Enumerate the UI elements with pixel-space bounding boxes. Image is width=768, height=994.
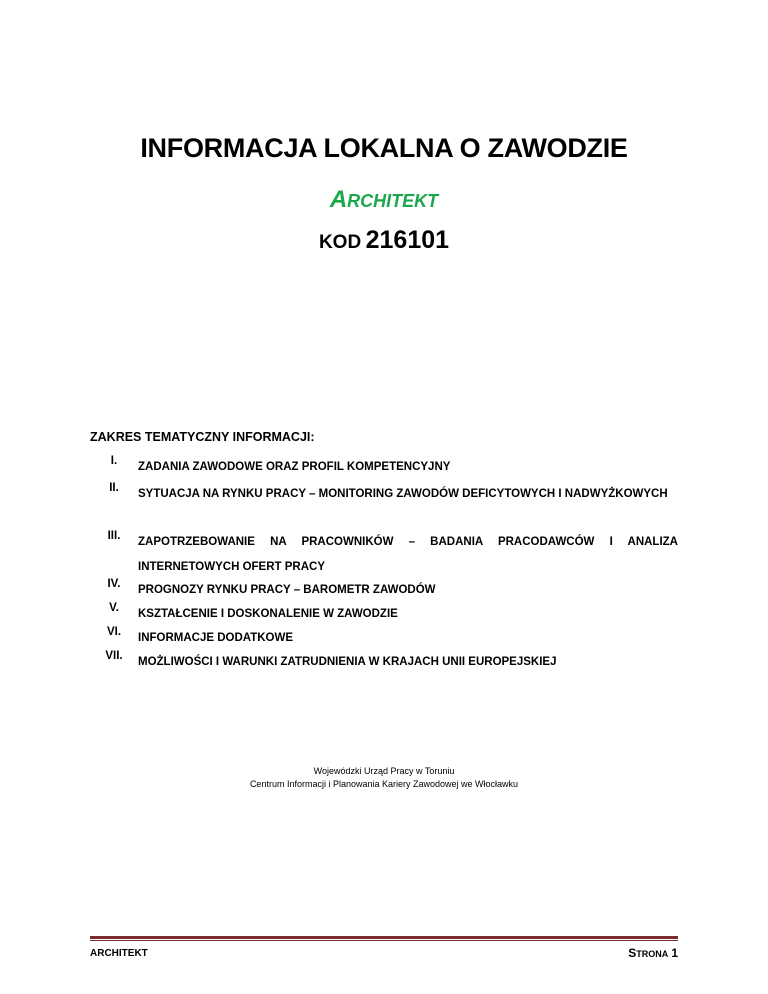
footer-occupation: ARCHITEKT (90, 948, 148, 959)
occupation-rest: RCHITEKT (347, 191, 439, 211)
toc-item-text: ZADANIA ZAWODOWE ORAZ PROFIL KOMPETENCYJNY (138, 461, 451, 473)
page-label-rest: TRONA (636, 949, 669, 959)
toc-item-number: VII. (105, 650, 123, 662)
code-label: KOD (318, 232, 362, 253)
publisher-block (0, 765, 768, 791)
page-number: 1 (671, 946, 678, 960)
toc-item-number: V. (109, 602, 119, 614)
publisher-line-2: Centrum Informacji i Planowania Kariery Zawodowej we Włocławku (249, 779, 519, 789)
toc-item-text: PROGNOZY RYNKU PRACY – BAROMETR ZAWODÓW (138, 584, 436, 596)
toc-item-text: ZAPOTRZEBOWANIE NA PRACOWNIKÓW – BADANIA PRACODAWCÓW I ANALIZA INTERNETOWYCH OFERT PRACY (138, 536, 678, 573)
toc-item-number: IV. (107, 578, 121, 590)
page-number-label (628, 946, 678, 960)
occupation-name (0, 186, 768, 214)
document-title: INFORMACJA LOKALNA O ZAWODZIE (140, 133, 628, 163)
toc-item-text: INFORMACJE DODATKOWE (138, 632, 294, 644)
toc-item-number: II. (109, 482, 119, 494)
toc-item-text: KSZTAŁCENIE I DOSKONALENIE W ZAWODZIE (138, 608, 398, 620)
footer-rule-thin (90, 940, 678, 941)
page-label-initial: S (628, 946, 637, 960)
occupation-code (0, 226, 768, 255)
toc-heading: ZAKRES TEMATYCZNY INFORMACJI: (90, 430, 315, 444)
publisher-line-1: Wojewódzki Urząd Pracy w Toruniu (313, 766, 455, 776)
toc-item-number: III. (107, 530, 121, 542)
footer-rule-thick (90, 936, 678, 939)
toc-item-number: I. (110, 455, 118, 467)
toc-item-text: SYTUACJA NA RYNKU PRACY – MONITORING ZAWODÓW DEFICYTOWYCH I NADWYŻKOWYCH (138, 488, 668, 500)
toc-item-text: MOŻLIWOŚCI I WARUNKI ZATRUDNIENIA W KRAJACH UNII EUROPEJSKIEJ (138, 656, 557, 668)
code-number: 216101 (365, 226, 450, 254)
occupation-initial: A (329, 186, 348, 213)
toc-item-number: VI. (106, 626, 122, 638)
